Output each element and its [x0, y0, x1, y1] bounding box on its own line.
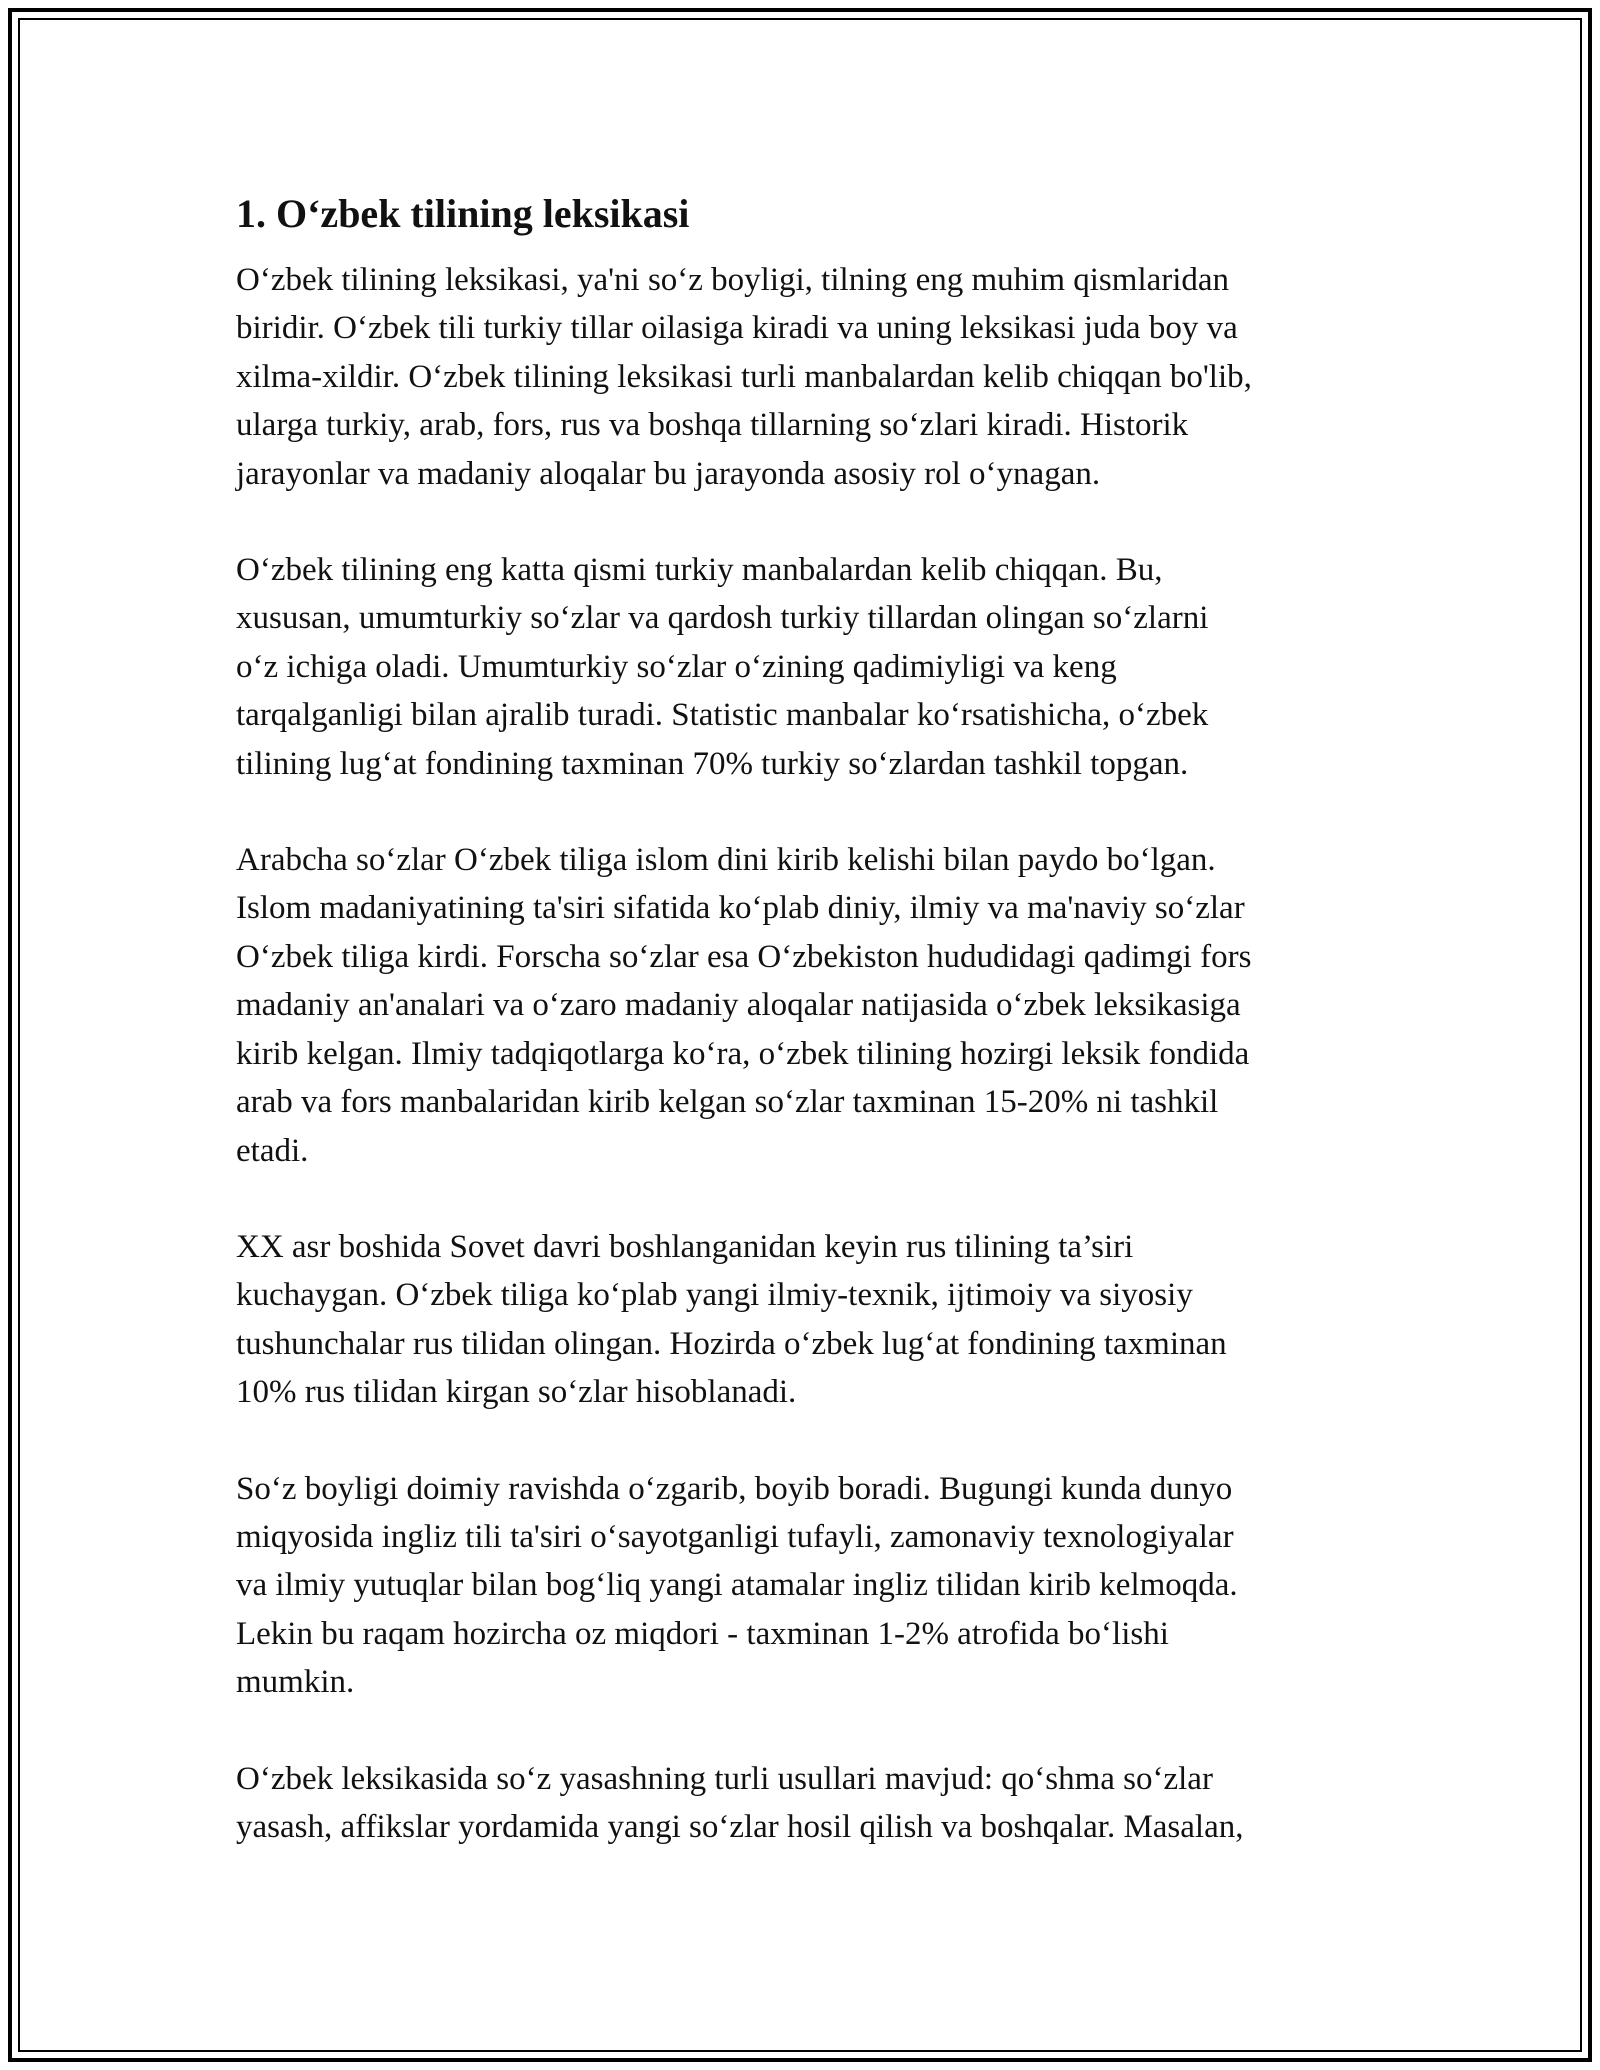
text-line: 10% rus tilidan kirgan so‘zlar hisoblanadi.	[236, 1374, 797, 1411]
paragraph-1	[236, 256, 1386, 498]
text-line: xususan, umumturkiy so‘zlar va qardosh turkiy tillardan olingan so‘zlarni	[236, 600, 1209, 637]
text-line: So‘z boyligi doimiy ravishda o‘zgarib, boyib boradi. Bugungi kunda dunyo	[236, 1470, 1233, 1507]
text-line: o‘z ichiga oladi. Umumturkiy so‘zlar o‘zining qadimiyligi va keng	[236, 648, 1117, 685]
text-line: mumkin.	[236, 1664, 355, 1701]
paragraph-5	[236, 1465, 1386, 1707]
text-line: madaniy an'analari va o‘zaro madaniy aloqalar natijasida o‘zbek leksikasiga	[236, 987, 1241, 1024]
text-line: O‘zbek leksikasida so‘z yasashning turli usullari mavjud: qo‘shma so‘zlar	[236, 1760, 1213, 1797]
text-line: kirib kelgan. Ilmiy tadqiqotlarga ko‘ra, o‘zbek tilining hozirgi leksik fondida	[236, 1035, 1250, 1072]
text-line: tushunchalar rus tilidan olingan. Hozirda o‘zbek lug‘at fondining taxminan	[236, 1325, 1227, 1362]
text-line: Islom madaniyatining ta'siri sifatida ko‘plab diniy, ilmiy va ma'naviy so‘zlar	[236, 890, 1245, 927]
text-line: kuchaygan. O‘zbek tiliga ko‘plab yangi ilmiy-texnik, ijtimoiy va siyosiy	[236, 1277, 1193, 1314]
text-line: arab va fors manbalaridan kirib kelgan so‘zlar taxminan 15-20% ni tashkil	[236, 1084, 1219, 1121]
text-line: ularga turkiy, arab, fors, rus va boshqa tillarning so‘zlari kiradi. Historik	[236, 407, 1189, 444]
text-line: biridir. O‘zbek tili turkiy tillar oilasiga kiradi va uning leksikasi juda boy va	[236, 310, 1238, 347]
paragraph-4	[236, 1223, 1386, 1417]
section-heading: 1. O‘zbek tilining leksikasi	[236, 191, 690, 236]
text-line: O‘zbek tiliga kirdi. Forscha so‘zlar esa O‘zbekiston hududidagi qadimgi fors	[236, 938, 1252, 975]
text-line: O‘zbek tilining leksikasi, ya'ni so‘z boyligi, tilning eng muhim qismlaridan	[236, 262, 1230, 298]
paragraph-2	[236, 546, 1386, 788]
text-line: Lekin bu raqam hozircha oz miqdori - taxminan 1-2% atrofida bo‘lishi	[236, 1615, 1169, 1652]
document-body	[236, 186, 1386, 1899]
text-line: O‘zbek tilining eng katta qismi turkiy manbalardan kelib chiqqan. Bu,	[236, 552, 1163, 589]
text-line: tilining lug‘at fondining taxminan 70% turkiy so‘zlardan tashkil topgan.	[236, 745, 1189, 782]
text-line: Arabcha so‘zlar O‘zbek tiliga islom dini kirib kelishi bilan paydo bo‘lgan.	[236, 842, 1216, 879]
text-line: jarayonlar va madaniy aloqalar bu jarayonda asosiy rol o‘ynagan.	[236, 455, 1101, 492]
text-line: yasash, affikslar yordamida yangi so‘zlar hosil qilish va boshqalar. Masalan,	[236, 1808, 1244, 1845]
text-line: tarqalganligi bilan ajralib turadi. Statistic manbalar ko‘rsatishicha, o‘zbek	[236, 697, 1209, 734]
paragraph-3	[236, 836, 1386, 1175]
text-line: va ilmiy yutuqlar bilan bog‘liq yangi atamalar ingliz tilidan kirib kelmoqda.	[236, 1567, 1238, 1604]
text-line: xilma-xildir. O‘zbek tilining leksikasi turli manbalardan kelib chiqqan bo'lib,	[236, 358, 1252, 395]
text-line: XX asr boshida Sovet davri boshlanganidan keyin rus tilining ta’siri	[236, 1228, 1134, 1265]
paragraph-6	[236, 1755, 1386, 1852]
text-line: etadi.	[236, 1132, 309, 1169]
text-line: miqyosida ingliz tili ta'siri o‘sayotganligi tufayli, zamonaviy texnologiyalar	[236, 1518, 1234, 1555]
